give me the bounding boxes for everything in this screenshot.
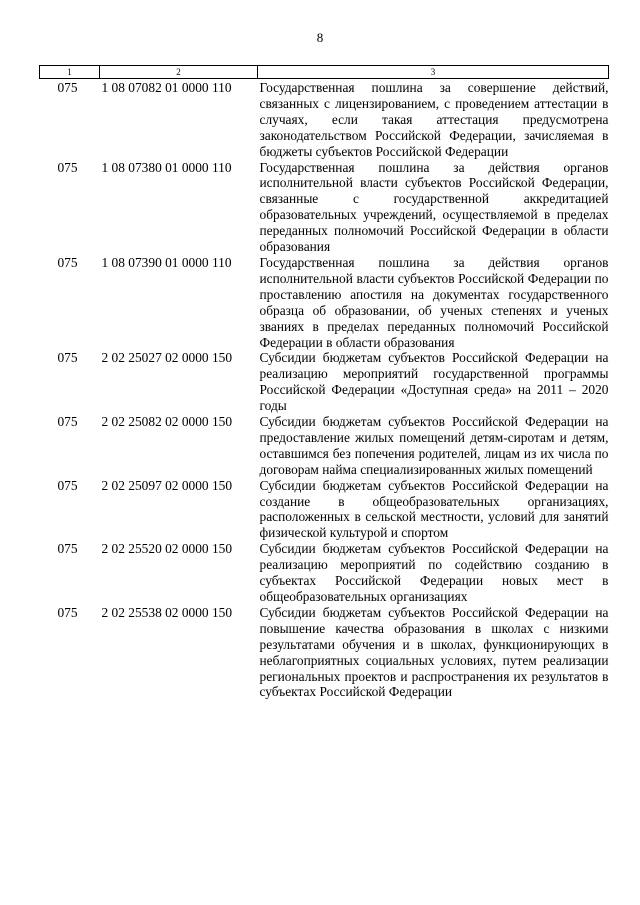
- budget-code-cell: 2 02 25097 02 0000 150: [101, 477, 233, 493]
- revenue-name-cell: Субсидии бюджетам субъектов Российской Федерации на реализацию мероприятий по содействию созданию в субъектах Российской Федерации новых мест в общеобразовательных организациях: [259, 541, 609, 604]
- table-row: [40, 160, 609, 255]
- admin-code-cell: 075: [57, 159, 78, 175]
- admin-code-cell: 075: [57, 254, 78, 270]
- table-row: [40, 350, 609, 414]
- column-header-2: 2: [100, 66, 258, 79]
- column-header-1: 1: [40, 66, 100, 79]
- admin-code-cell: 075: [57, 541, 78, 557]
- budget-code-cell: 2 02 25538 02 0000 150: [101, 604, 233, 620]
- admin-code-cell: 075: [57, 604, 78, 620]
- revenue-name-cell: Государственная пошлина за совершение действий, связанных с лицензированием, с проведением аттестации в случаях, если такая аттестация предусмотрена законодательством Российской Федерации, зачисляемая в бюджеты субъектов Российской Федерации: [259, 80, 609, 159]
- table-row: [40, 255, 609, 350]
- table-body: [40, 79, 609, 701]
- admin-code-cell: 075: [57, 414, 78, 430]
- admin-code-cell: 075: [57, 477, 78, 493]
- table-header: [40, 66, 609, 79]
- revenue-name-cell: Субсидии бюджетам субъектов Российской Федерации на реализацию мероприятий государственной программы Российской Федерации «Доступная среда» на 2011 – 2020 годы: [259, 350, 609, 414]
- revenue-name-cell: Государственная пошлина за действия органов исполнительной власти субъектов Российской Федерации по проставлению апостиля на документах государственного образца об образовании, об ученых степенях и ученых званиях в пределах переданных полномочий Российской Федерации в области образования: [259, 254, 609, 350]
- table-row: [40, 541, 609, 605]
- table-row: [40, 414, 609, 478]
- revenue-name-cell: Государственная пошлина за действия органов исполнительной власти субъектов Российской Федерации, связанные с государственной аккредитацией образовательных учреждений, осуществляемой в пределах переданных полномочий Российской Федерации в области образования: [259, 159, 609, 255]
- table-row: [40, 79, 609, 160]
- admin-code-cell: 075: [57, 80, 78, 95]
- table-row: [40, 478, 609, 542]
- revenue-codes-table: [39, 65, 609, 700]
- revenue-name-cell: Субсидии бюджетам субъектов Российской Федерации на создание в общеобразовательных организациях, расположенных в сельской местности, условий для занятий физической культурой и спортом: [259, 477, 609, 541]
- column-header-3: 3: [258, 66, 609, 79]
- page-number: 8: [316, 30, 324, 45]
- table-header-row: [40, 66, 609, 79]
- admin-code-cell: 075: [57, 350, 78, 366]
- budget-code-cell: 1 08 07082 01 0000 110: [101, 80, 232, 95]
- budget-code-cell: 2 02 25520 02 0000 150: [101, 541, 233, 557]
- revenue-name-cell: Субсидии бюджетам субъектов Российской Федерации на повышение качества образования в школах с низкими результатами обучения и в школах, функционирующих в неблагоприятных социальных условиях, путем реализации региональных проектов и распространения их результатов в субъектах Российской Федерации: [259, 604, 609, 700]
- revenue-name-cell: Субсидии бюджетам субъектов Российской Федерации на предоставление жилых помещений детям-сиротам и детям, оставшимся без попечения родителей, лицам из их числа по договорам найма специализированных жилых помещений: [259, 414, 609, 477]
- budget-code-cell: 1 08 07390 01 0000 110: [101, 254, 232, 270]
- budget-code-cell: 1 08 07380 01 0000 110: [101, 159, 232, 175]
- table-row: [40, 605, 609, 700]
- budget-code-cell: 2 02 25027 02 0000 150: [101, 350, 233, 366]
- budget-code-cell: 2 02 25082 02 0000 150: [101, 414, 233, 430]
